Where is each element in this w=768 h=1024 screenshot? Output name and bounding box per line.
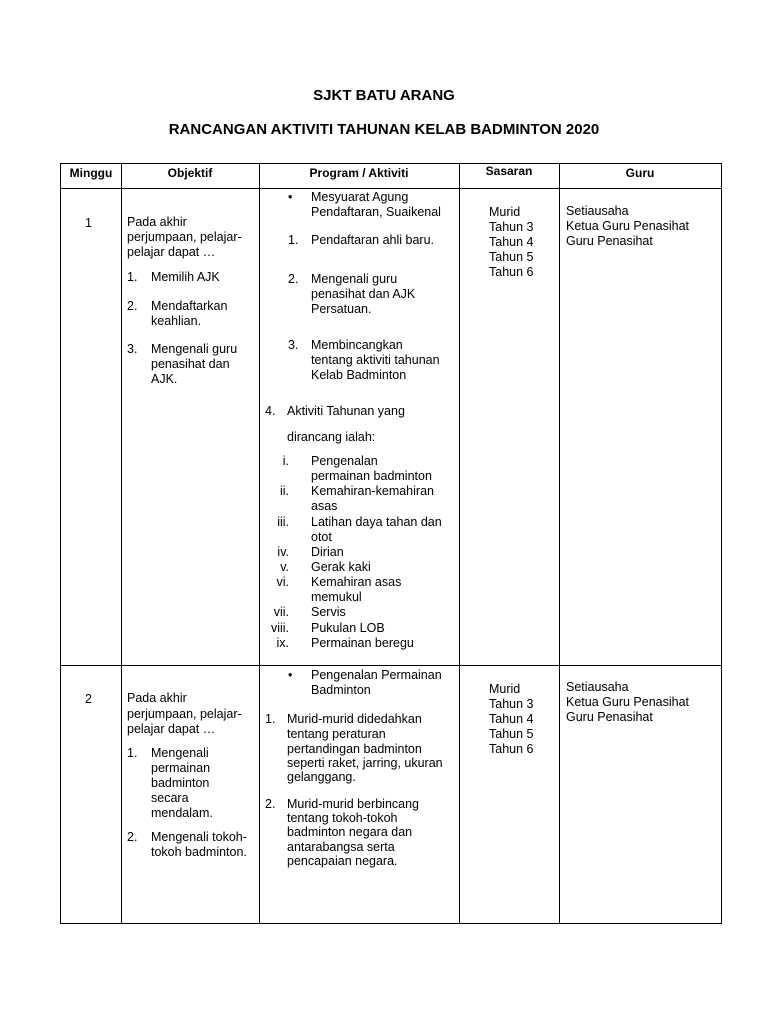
program-item: Aktiviti Tahunan yang bbox=[287, 404, 405, 418]
program-bullet: Badminton bbox=[311, 683, 371, 697]
header-guru: Guru bbox=[625, 166, 655, 180]
program-number: 4. bbox=[265, 404, 276, 418]
program-item: seperti raket, jarring, ukuran bbox=[287, 756, 443, 770]
program-number: 1. bbox=[288, 233, 299, 247]
objective-item: penasihat dan bbox=[151, 357, 230, 371]
program-subitem: Servis bbox=[311, 605, 346, 619]
target-line: Murid bbox=[489, 682, 521, 696]
program-subitem: Kemahiran asas bbox=[311, 575, 402, 589]
program-number: 2. bbox=[288, 272, 299, 286]
objective-item: Mendaftarkan bbox=[151, 299, 228, 313]
objective-item: badminton bbox=[151, 776, 210, 790]
program-item: badminton negara dan bbox=[287, 825, 413, 839]
program-item: antarabangsa serta bbox=[287, 840, 395, 854]
header-objektif: Objektif bbox=[167, 166, 213, 180]
program-item: tentang peraturan bbox=[287, 727, 386, 741]
teacher-line: Ketua Guru Penasihat bbox=[566, 219, 689, 233]
objective-item: AJK. bbox=[151, 372, 178, 386]
week-number: 1 bbox=[85, 216, 92, 230]
roman-numeral: ii. bbox=[279, 484, 289, 498]
program-number: 1. bbox=[265, 712, 276, 726]
week-number: 2 bbox=[85, 692, 92, 706]
target-line: Tahun 5 bbox=[489, 250, 534, 264]
bullet-icon: • bbox=[288, 668, 293, 682]
col-divider bbox=[259, 164, 260, 923]
teacher-line: Guru Penasihat bbox=[566, 710, 653, 724]
header-program: Program / Aktiviti bbox=[309, 166, 409, 180]
program-subitem: Dirian bbox=[311, 545, 344, 559]
objective-item: tokoh badminton. bbox=[151, 845, 247, 859]
program-number: 2. bbox=[265, 797, 276, 811]
program-item: pertandingan badminton bbox=[287, 742, 422, 756]
target-line: Tahun 4 bbox=[489, 235, 534, 249]
teacher-line: Guru Penasihat bbox=[566, 234, 653, 248]
program-item: Persatuan. bbox=[311, 302, 372, 316]
program-number: 3. bbox=[288, 338, 299, 352]
objective-intro-line: perjumpaan, pelajar- bbox=[127, 230, 242, 244]
program-bullet: Pengenalan Permainan bbox=[311, 668, 442, 682]
bullet-icon: • bbox=[288, 190, 293, 204]
header-sasaran: Sasaran bbox=[485, 164, 533, 178]
objective-number: 2. bbox=[127, 299, 138, 313]
program-subitem: Gerak kaki bbox=[311, 560, 371, 574]
objective-item: Memilih AJK bbox=[151, 270, 220, 284]
program-subitem: Pengenalan bbox=[311, 454, 378, 468]
objective-number: 2. bbox=[127, 830, 138, 844]
program-subitem: permainan badminton bbox=[311, 469, 432, 483]
program-item: dirancang ialah: bbox=[287, 430, 376, 444]
program-item: gelanggang. bbox=[287, 770, 356, 784]
program-subitem: asas bbox=[311, 499, 338, 513]
program-item: Kelab Badminton bbox=[311, 368, 407, 382]
program-subitem: Latihan daya tahan dan bbox=[311, 515, 442, 529]
program-item: Murid-murid didedahkan bbox=[287, 712, 422, 726]
target-line: Tahun 6 bbox=[489, 265, 534, 279]
objective-item: keahlian. bbox=[151, 314, 202, 328]
col-divider bbox=[121, 164, 122, 923]
roman-numeral: i. bbox=[282, 454, 289, 468]
objective-intro-line: pelajar dapat … bbox=[127, 245, 216, 259]
objective-item: Mengenali tokoh- bbox=[151, 830, 247, 844]
target-line: Murid bbox=[489, 205, 521, 219]
program-item: Pendaftaran ahli baru. bbox=[311, 233, 435, 247]
program-item: penasihat dan AJK bbox=[311, 287, 416, 301]
program-item: tentang tokoh-tokoh bbox=[287, 811, 398, 825]
objective-item: secara bbox=[151, 791, 189, 805]
header-minggu: Minggu bbox=[69, 166, 113, 180]
objective-item: Mengenali bbox=[151, 746, 209, 760]
activity-table bbox=[60, 163, 722, 924]
program-subitem: otot bbox=[311, 530, 332, 544]
teacher-line: Setiausaha bbox=[566, 680, 629, 694]
teacher-line: Setiausaha bbox=[566, 204, 629, 218]
program-subitem: Pukulan LOB bbox=[311, 621, 385, 635]
document-title: SJKT BATU ARANG bbox=[313, 87, 455, 104]
row-divider bbox=[61, 188, 721, 189]
objective-number: 1. bbox=[127, 270, 138, 284]
target-line: Tahun 5 bbox=[489, 727, 534, 741]
objective-intro-line: Pada akhir bbox=[127, 215, 187, 229]
roman-numeral: vi. bbox=[276, 575, 289, 589]
objective-item: Mengenali guru bbox=[151, 342, 238, 356]
objective-intro-line: perjumpaan, pelajar- bbox=[127, 707, 242, 721]
row-divider bbox=[61, 665, 721, 666]
roman-numeral: iv. bbox=[277, 545, 289, 559]
objective-item: permainan bbox=[151, 761, 211, 775]
col-divider bbox=[559, 164, 560, 923]
roman-numeral: ix. bbox=[276, 636, 289, 650]
program-item: Mengenali guru bbox=[311, 272, 398, 286]
target-line: Tahun 6 bbox=[489, 742, 534, 756]
target-line: Tahun 3 bbox=[489, 220, 534, 234]
roman-numeral: vii. bbox=[273, 605, 289, 619]
objective-number: 1. bbox=[127, 746, 138, 760]
roman-numeral: v. bbox=[280, 560, 289, 574]
program-bullet: Mesyuarat Agung bbox=[311, 190, 409, 204]
roman-numeral: iii. bbox=[277, 515, 289, 529]
objective-intro-line: Pada akhir bbox=[127, 691, 187, 705]
objective-number: 3. bbox=[127, 342, 138, 356]
program-subitem: Kemahiran-kemahiran bbox=[311, 484, 434, 498]
col-divider bbox=[459, 164, 460, 923]
program-item: pencapaian negara. bbox=[287, 854, 398, 868]
target-line: Tahun 4 bbox=[489, 712, 534, 726]
program-item: tentang aktiviti tahunan bbox=[311, 353, 440, 367]
target-line: Tahun 3 bbox=[489, 697, 534, 711]
program-item: Murid-murid berbincang bbox=[287, 797, 420, 811]
program-item: Membincangkan bbox=[311, 338, 403, 352]
program-subitem: Permainan beregu bbox=[311, 636, 414, 650]
program-bullet: Pendaftaran, Suaikenal bbox=[311, 205, 441, 219]
objective-intro-line: pelajar dapat … bbox=[127, 722, 216, 736]
document-subtitle: RANCANGAN AKTIVITI TAHUNAN KELAB BADMINTON 2020 bbox=[168, 121, 600, 138]
teacher-line: Ketua Guru Penasihat bbox=[566, 695, 689, 709]
objective-item: mendalam. bbox=[151, 806, 213, 820]
roman-numeral: viii. bbox=[270, 621, 289, 635]
program-subitem: memukul bbox=[311, 590, 362, 604]
